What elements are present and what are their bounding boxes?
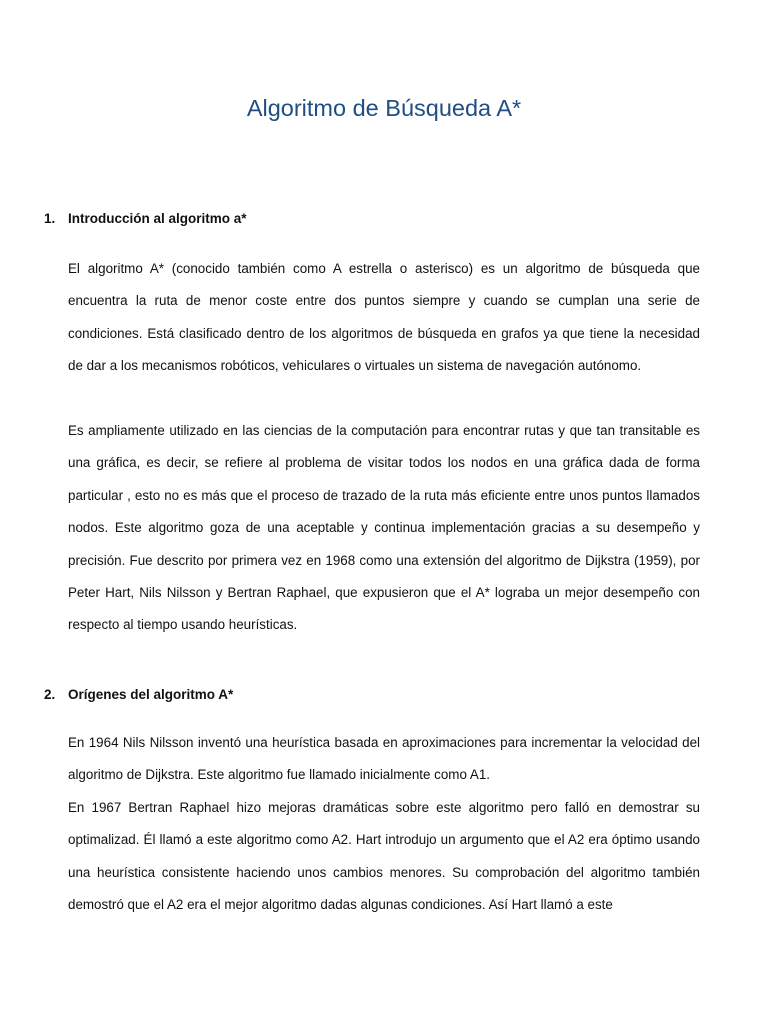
paragraph: En 1964 Nils Nilsson inventó una heurística basada en aproximaciones para incrementar la velocidad del algoritmo de Dijkstra. Este algoritmo fue llamado inicialmente como A1. xyxy=(68,735,700,783)
section-number: 2. xyxy=(44,687,56,702)
document-title: Algoritmo de Búsqueda A* xyxy=(246,95,522,121)
section-heading-introduccion xyxy=(44,209,724,229)
paragraph: En 1967 Bertran Raphael hizo mejoras dramáticas sobre este algoritmo pero falló en demostrar su optimalizad. Él llamó a este algoritmo como A2. Hart introdujo un argumento que el A2 era óptimo usando una heurística consistente haciendo unos cambios menores. Su comprobación del algoritmo también demostró que el A2 era el mejor algoritmo dadas algunas condiciones. Así Hart llamó a este xyxy=(68,800,700,913)
paragraph: El algoritmo A* (conocido también como A estrella o asterisco) es un algoritmo de búsqueda que encuentra la ruta de menor coste entre dos puntos siempre y cuando se cumplan una serie de condiciones. Está clasificado dentro de los algoritmos de búsqueda en grafos ya que tiene la necesidad de dar a los mecanismos robóticos, vehiculares o virtuales un sistema de navegación autónomo. xyxy=(68,261,700,374)
paragraph: Es ampliamente utilizado en las ciencias de la computación para encontrar rutas y que tan transitable es una gráfica, es decir, se refiere al problema de visitar todos los nodos en una gráfica dada de forma particular , esto no es más que el proceso de trazado de la ruta más eficiente entre unos puntos llamados nodos. Este algoritmo goza de una aceptable y continua implementación gracias a su desempeño y precisión. Fue descrito por primera vez en 1968 como una extensión del algoritmo de Dijkstra (1959), por Peter Hart, Nils Nilsson y Bertran Raphael, que expusieron que el A* lograba un mejor desempeño con respecto al tiempo usando heurísticas. xyxy=(68,423,700,633)
section-number: 1. xyxy=(44,211,56,226)
section-heading-text: Introducción al algoritmo a* xyxy=(68,211,247,226)
section-heading-origenes xyxy=(44,685,724,705)
section-heading-text: Orígenes del algoritmo A* xyxy=(68,687,234,702)
